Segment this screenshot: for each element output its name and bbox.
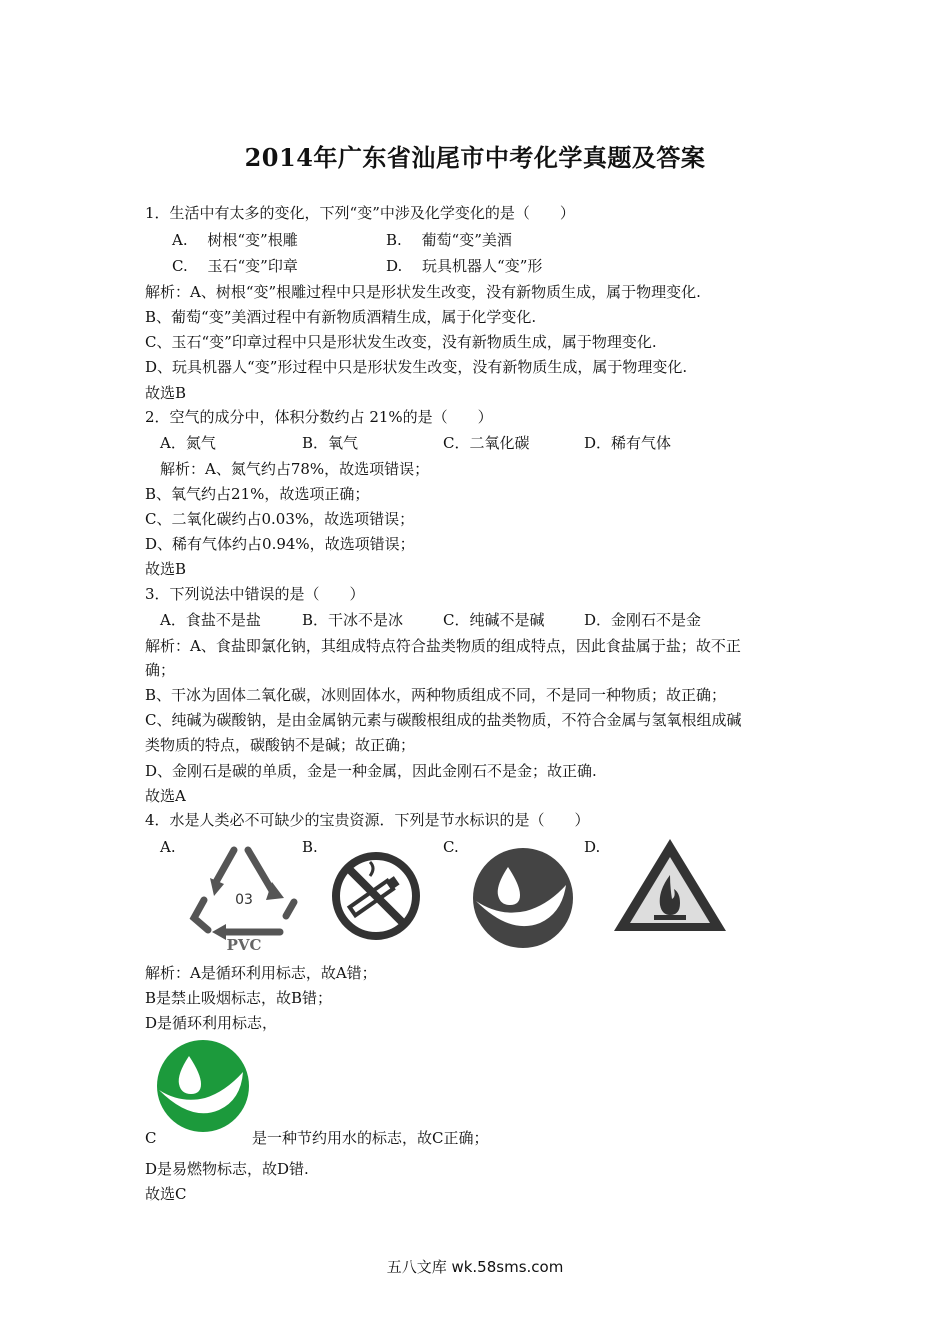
q4-option-d-label: D. <box>584 838 601 856</box>
q4-answer: 故选C <box>145 1185 187 1203</box>
q4-analysis-line: D是循环利用标志， <box>145 1014 278 1032</box>
q3-analysis-line: 确； <box>145 661 176 679</box>
q3-analysis-line: D、金刚石是碳的单质，金是一种金属，因此金刚石不是金；故正确. <box>145 762 597 780</box>
q2-stem: 2．空气的成分中，体积分数约占 21%的是（ ） <box>145 408 493 426</box>
q3-option-b: B．干冰不是冰 <box>302 611 404 629</box>
flammable-warning-icon <box>610 835 730 935</box>
q4-option-b-label: B. <box>302 838 318 856</box>
q3-analysis-line: C、纯碱为碳酸钠，是由金属钠元素与碳酸根组成的盐类物质，不符合金属与氢氧根组成碱 <box>145 711 742 729</box>
q4-c-analysis: 是一种节约用水的标志，故C正确； <box>252 1129 489 1147</box>
q3-option-c: C．纯碱不是碱 <box>443 611 545 629</box>
q2-analysis-line: D、稀有气体约占0.94%，故选项错误； <box>145 535 415 553</box>
water-saving-logo-icon <box>155 1038 251 1134</box>
q1-option-a: A. 树根“变”根雕 <box>172 231 298 249</box>
q2-analysis-line: B、氧气约占21%，故选项正确； <box>145 485 370 503</box>
q1-stem: 1．生活中有太多的变化，下列“变”中涉及化学变化的是（ ） <box>145 204 575 222</box>
q1-answer: 故选B <box>145 384 187 402</box>
q1-analysis-line: C、玉石“变”印章过程中只是形状发生改变，没有新物质生成，属于物理变化. <box>145 333 657 351</box>
q4-analysis-line: 解析：A是循环利用标志，故A错； <box>145 964 377 982</box>
q3-analysis-line: 类物质的特点，碳酸钠不是碱；故正确； <box>145 736 416 754</box>
q4-analysis-line: D是易燃物标志，故D错. <box>145 1160 309 1178</box>
q1-option-d: D. 玩具机器人“变”形 <box>386 257 543 275</box>
no-smoking-icon <box>330 850 422 942</box>
q1-option-c: C. 玉石“变”印章 <box>172 257 298 275</box>
q3-option-d: D．金刚石不是金 <box>584 611 702 629</box>
q4-c-prefix: C <box>145 1129 157 1147</box>
q1-analysis-line: 解析：A、树根“变”根雕过程中只是形状发生改变，没有新物质生成，属于物理变化. <box>145 283 701 301</box>
q2-analysis-line: C、二氧化碳约占0.03%，故选项错误； <box>145 510 415 528</box>
q3-analysis-line: 解析：A、食盐即氯化钠，其组成特点符合盐类物质的组成特点，因此食盐属于盐；故不正 <box>145 637 741 655</box>
q1-analysis-line: B、葡萄“变”美酒过程中有新物质酒精生成，属于化学变化. <box>145 308 537 326</box>
recycle-text: PVC <box>226 936 262 954</box>
q3-stem: 3．下列说法中错误的是（ ） <box>145 585 365 603</box>
q3-option-a: A．食盐不是盐 <box>160 611 261 629</box>
recycle-code: 03 <box>235 892 253 908</box>
q4-option-c-label: C. <box>443 838 459 856</box>
q2-option-a: A．氮气 <box>160 434 216 452</box>
q2-answer: 故选B <box>145 560 187 578</box>
footer-watermark: 五八文库 wk.58sms.com <box>386 1258 564 1276</box>
q2-option-c: C．二氧化碳 <box>443 434 530 452</box>
q3-answer: 故选A <box>145 787 186 805</box>
q2-option-d: D．稀有气体 <box>584 434 672 452</box>
q2-option-b: B．氧气 <box>302 434 359 452</box>
q4-stem: 4．水是人类必不可缺少的宝贵资源．下列是节水标识的是（ ） <box>145 811 590 829</box>
recycle-pvc-icon <box>186 838 302 954</box>
water-saving-icon <box>470 845 576 951</box>
q4-analysis-line: B是禁止吸烟标志，故B错； <box>145 989 333 1007</box>
q1-option-b: B. 葡萄“变”美酒 <box>386 231 512 249</box>
q4-option-a-label: A. <box>160 838 176 856</box>
q2-analysis-line: 解析：A、氮气约占78%，故选项错误； <box>160 460 430 478</box>
page-title: 2014年广东省汕尾市中考化学真题及答案 <box>244 143 706 172</box>
q1-analysis-line: D、玩具机器人“变”形过程中只是形状发生改变，没有新物质生成，属于物理变化. <box>145 358 688 376</box>
q3-analysis-line: B、干冰为固体二氧化碳，冰则固体水，两种物质组成不同，不是同一种物质；故正确； <box>145 686 727 704</box>
